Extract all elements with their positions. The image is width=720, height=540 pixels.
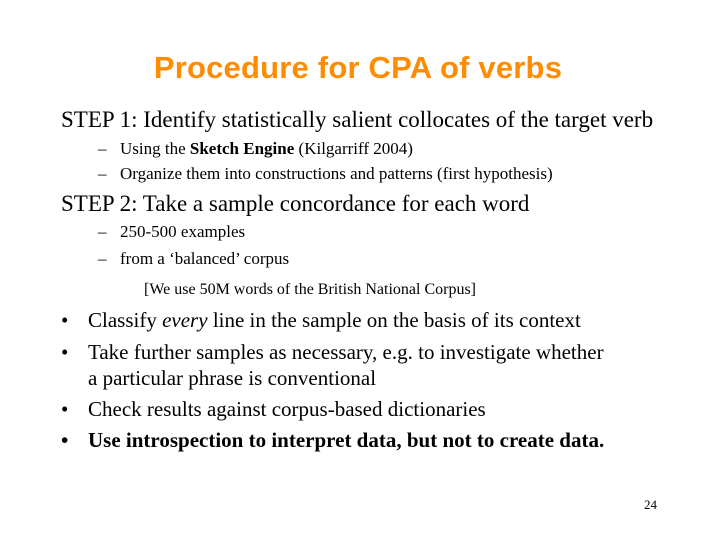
bullet-dot: • (61, 397, 69, 421)
step-1-item-1-suffix: (Kilgarriff 2004) (294, 139, 413, 158)
step-1-item-sketch-engine (98, 139, 413, 159)
step-2-item-corpus (98, 249, 289, 269)
bullet-introspection (61, 428, 604, 453)
bullet-2-line-1: Take further samples as necessary, e.g. to investigate whether (88, 340, 604, 364)
corpus-note: [We use 50M words of the British National Corpus] (144, 281, 476, 298)
sketch-engine-label: Sketch Engine (189, 139, 295, 158)
dash-bullet: – (98, 222, 107, 241)
step-2-item-1-text: 250-500 examples (120, 222, 246, 241)
step-2-item-2-text: from a ‘balanced’ corpus (120, 249, 290, 268)
bullet-3-text: Check results against corpus-based dictionaries (88, 397, 486, 421)
bullet-1-suffix: line in the sample on the basis of its context (207, 308, 581, 332)
step-1-item-2-text: Organize them into constructions and patterns (first hypothesis) (120, 164, 553, 183)
step-1-item-1-prefix: Using the (120, 139, 190, 158)
dash-bullet: – (98, 139, 107, 158)
dash-bullet: – (98, 249, 107, 268)
bullet-further-samples (61, 340, 604, 365)
bullet-dot: • (61, 308, 69, 332)
page-number: 24 (644, 497, 657, 512)
bullet-dot: • (61, 428, 69, 452)
bullet-check-results (61, 397, 486, 422)
dash-bullet: – (98, 164, 107, 183)
step-1-item-organize (98, 164, 553, 184)
bullet-classify (61, 308, 581, 333)
bullet-dot: • (61, 340, 69, 364)
step-2-heading: STEP 2: Take a sample concordance for each word (61, 191, 530, 216)
step-2-item-examples (98, 222, 245, 242)
step-1-heading: STEP 1: Identify statistically salient collocates of the target verb (61, 107, 654, 132)
bullet-1-prefix: Classify (88, 308, 163, 332)
bullet-further-samples-continuation: a particular phrase is conventional (88, 366, 377, 390)
bullet-4-text: Use introspection to interpret data, but not to create data. (88, 428, 605, 452)
every-emphasis: every (162, 308, 208, 332)
slide-title: Procedure for CPA of verbs (153, 50, 563, 85)
